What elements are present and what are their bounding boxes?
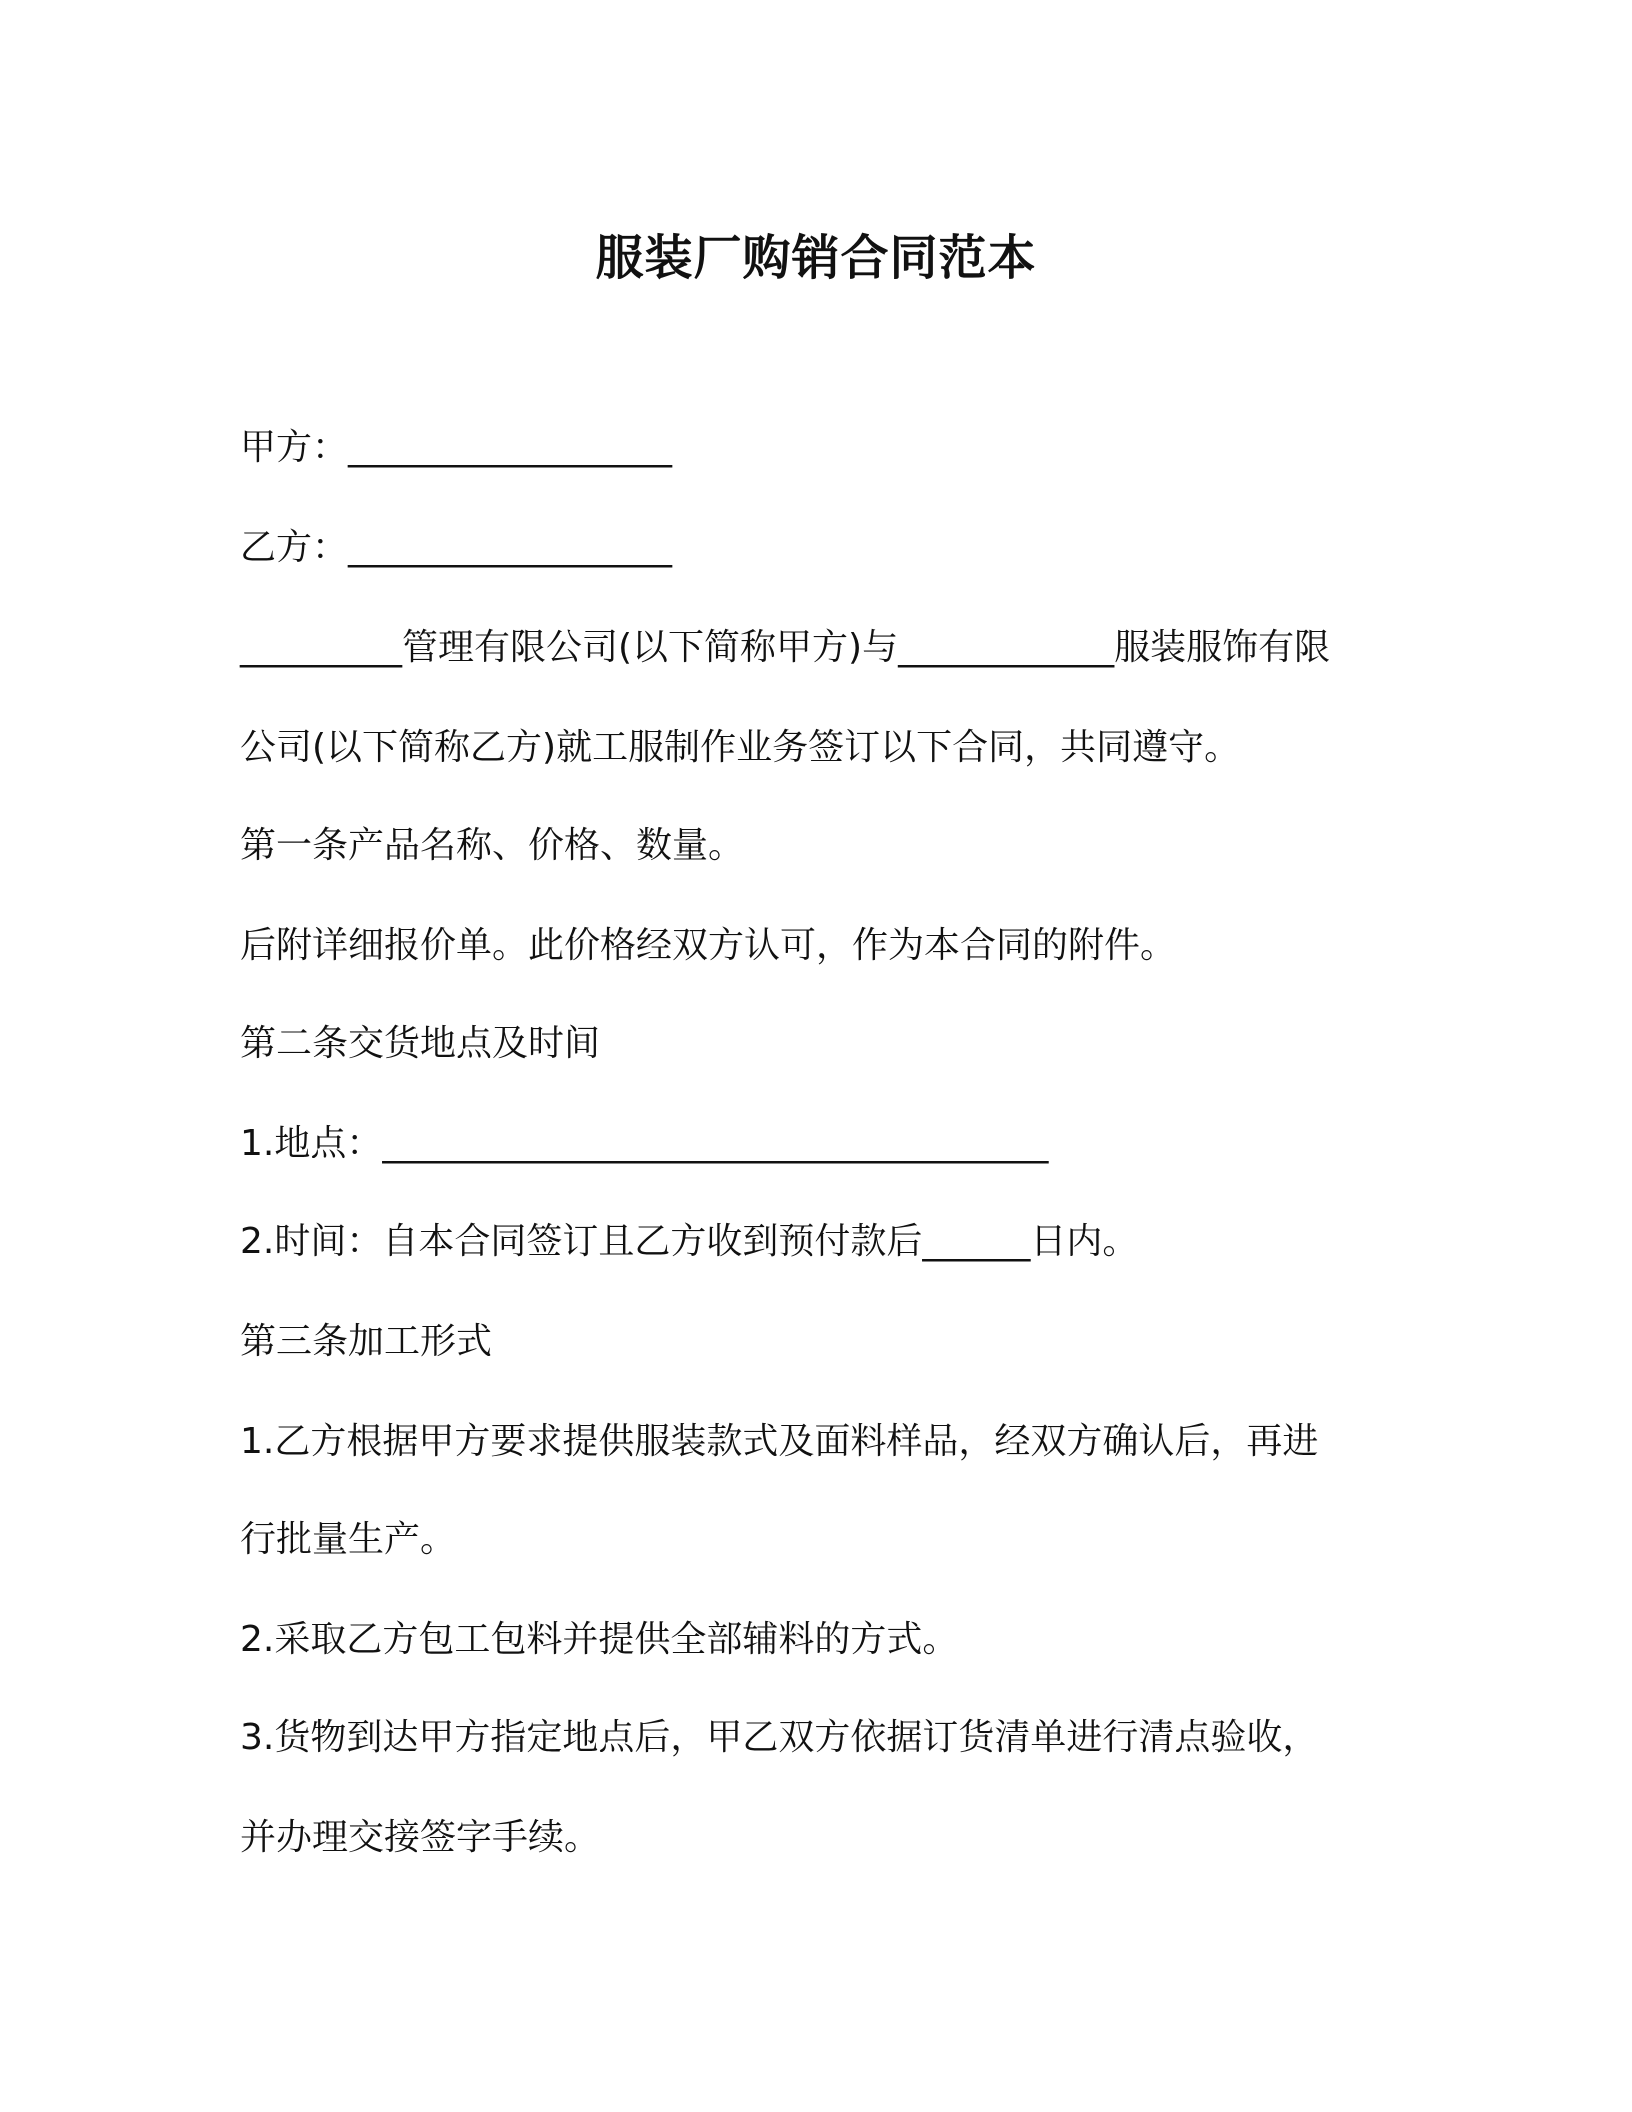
article-3-heading: 第三条加工形式 [240, 1321, 493, 1362]
article-3-item-1-line-1: 1.乙方根据甲方要求提供服装款式及面料样品，经双方确认后，再进 [240, 1421, 1319, 1462]
delivery-location-line: 1.地点：_____________________________________ [240, 1123, 1049, 1164]
party-b-line: 乙方：__________________ [240, 527, 673, 568]
article-2-heading: 第二条交货地点及时间 [240, 1023, 601, 1064]
article-3-item-1-line-2: 行批量生产。 [240, 1519, 457, 1560]
article-1-text: 后附详细报价单。此价格经双方认可，作为本合同的附件。 [240, 925, 1177, 966]
article-3-item-2: 2.采取乙方包工包料并提供全部辅料的方式。 [240, 1619, 959, 1660]
article-1-heading: 第一条产品名称、价格、数量。 [240, 825, 745, 866]
intro-paragraph-line-2: 公司(以下简称乙方)就工服制作业务签订以下合同，共同遵守。 [240, 727, 1241, 768]
document-title: 服装厂购销合同范本 [595, 230, 1037, 287]
article-3-item-3-line-2: 并办理交接签字手续。 [240, 1817, 601, 1858]
intro-paragraph-line-1: _________管理有限公司(以下简称甲方)与____________服装服饰有限 [240, 627, 1331, 668]
article-3-item-3-line-1: 3.货物到达甲方指定地点后，甲乙双方依据订货清单进行清点验收， [240, 1717, 1319, 1758]
delivery-time-line: 2.时间：自本合同签订且乙方收到预付款后______日内。 [240, 1221, 1139, 1262]
party-a-line: 甲方：__________________ [240, 427, 673, 468]
